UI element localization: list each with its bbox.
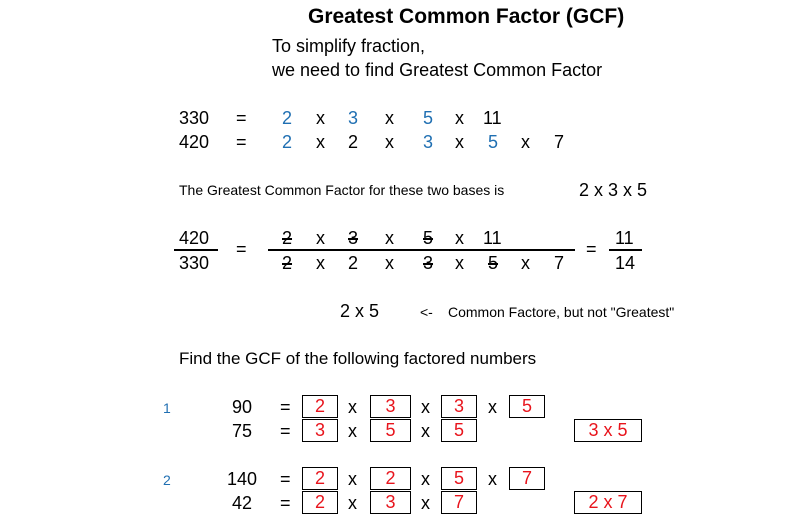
factor-box: 3	[370, 491, 411, 514]
times-sign: x	[521, 132, 530, 152]
equals-sign: =	[280, 493, 291, 513]
arrow-left: <-	[420, 304, 433, 320]
times-sign: x	[385, 132, 394, 152]
times-sign: x	[348, 493, 357, 513]
cancelled-factor: 3	[423, 253, 434, 273]
times-sign: x	[421, 493, 430, 513]
page-title: Greatest Common Factor (GCF)	[308, 5, 625, 28]
factor: 3	[348, 108, 359, 128]
times-sign: x	[421, 469, 430, 489]
times-sign: x	[316, 253, 325, 273]
fraction-bar	[174, 249, 218, 251]
equals-sign: =	[280, 397, 291, 417]
factor-box: 5	[370, 419, 411, 442]
times-sign: x	[455, 132, 464, 152]
equals-sign: =	[280, 421, 291, 441]
problem-number: 75	[232, 421, 253, 441]
intro-line-1: To simplify fraction,	[272, 36, 426, 56]
fraction-denominator: 330	[179, 253, 210, 273]
factor-box: 7	[441, 491, 477, 514]
problem-number: 140	[227, 469, 258, 489]
equals-sign: =	[586, 239, 597, 259]
fraction-bar	[609, 249, 642, 251]
factor: 2	[282, 132, 293, 152]
factor: 2	[348, 132, 359, 152]
times-sign: x	[421, 421, 430, 441]
equals-sign: =	[280, 469, 291, 489]
problem-index: 2	[163, 472, 171, 488]
times-sign: x	[385, 108, 394, 128]
factor: 3	[423, 132, 434, 152]
factor: 2	[282, 108, 293, 128]
equals-sign: =	[236, 132, 247, 152]
answer-box: 3 x 5	[574, 419, 642, 442]
equals-sign: =	[236, 108, 247, 128]
times-sign: x	[521, 253, 530, 273]
factor: 5	[488, 132, 499, 152]
factor-box: 2	[370, 467, 411, 490]
factor-box: 2	[302, 467, 338, 490]
times-sign: x	[316, 132, 325, 152]
times-sign: x	[348, 421, 357, 441]
factor: 11	[483, 228, 502, 248]
cancelled-factor: 5	[488, 253, 499, 273]
times-sign: x	[385, 228, 394, 248]
times-sign: x	[455, 108, 464, 128]
common-factor-note: Common Factore, but not "Greatest"	[448, 304, 675, 320]
times-sign: x	[488, 469, 497, 489]
factor: 2	[348, 253, 359, 273]
factor: 11	[483, 108, 502, 128]
factor-box: 5	[441, 467, 477, 490]
times-sign: x	[385, 253, 394, 273]
gcf-statement-text: The Greatest Common Factor for these two bases is	[179, 182, 505, 198]
factor-box: 3	[370, 395, 411, 418]
factor-box: 2	[302, 491, 338, 514]
factor: 5	[423, 108, 434, 128]
row-number: 420	[179, 132, 210, 152]
equals-sign: =	[236, 239, 247, 259]
times-sign: x	[488, 397, 497, 417]
times-sign: x	[348, 397, 357, 417]
times-sign: x	[421, 397, 430, 417]
cancelled-factor: 3	[348, 228, 359, 248]
times-sign: x	[455, 253, 464, 273]
exercise-heading: Find the GCF of the following factored numbers	[179, 349, 537, 368]
common-factor-value: 2 x 5	[340, 301, 380, 321]
factor-box: 3	[302, 419, 338, 442]
result-denominator: 14	[615, 253, 636, 273]
fraction-numerator: 420	[179, 228, 210, 248]
times-sign: x	[348, 469, 357, 489]
result-numerator: 11	[615, 228, 634, 248]
factor-box: 3	[441, 395, 477, 418]
problem-number: 90	[232, 397, 253, 417]
cancelled-factor: 5	[423, 228, 434, 248]
factor: 7	[554, 253, 565, 273]
times-sign: x	[316, 228, 325, 248]
cancelled-factor: 2	[282, 253, 293, 273]
answer-box: 2 x 7	[574, 491, 642, 514]
times-sign: x	[316, 108, 325, 128]
factor-box: 2	[302, 395, 338, 418]
cancelled-factor: 2	[282, 228, 293, 248]
problem-number: 42	[232, 493, 253, 513]
intro-line-2: we need to find Greatest Common Factor	[272, 60, 603, 80]
factor-box: 7	[509, 467, 545, 490]
factor-box: 5	[509, 395, 545, 418]
row-number: 330	[179, 108, 210, 128]
factor: 7	[554, 132, 565, 152]
times-sign: x	[455, 228, 464, 248]
gcf-statement-value: 2 x 3 x 5	[579, 180, 648, 200]
problem-index: 1	[163, 400, 171, 416]
fraction-bar	[268, 249, 575, 251]
factor-box: 5	[441, 419, 477, 442]
